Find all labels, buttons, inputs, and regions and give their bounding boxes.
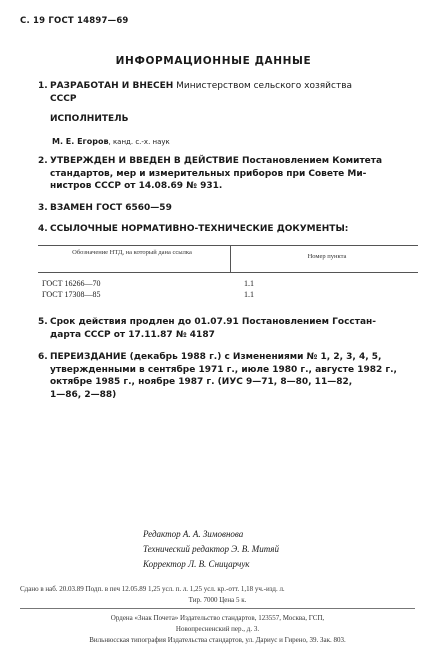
item-text: (декабрь 1988 г.) с Изменениями № 1, 2, 3, 4, 5,: [126, 352, 382, 362]
info-item-2: [38, 155, 418, 193]
imprint-line-4: Новопресненский пер., д. 3.: [175, 625, 260, 633]
item-number: 1.: [38, 81, 48, 91]
item-text-line3: октябре 1985 г., ноябре 1987 г. (ИУС 9—71, 8—80, 11—82,: [50, 377, 353, 387]
item-text-line2: утвержденными в сентябре 1971 г., июле 1980 г., августе 1982 г.,: [50, 364, 397, 375]
item-heading: ПЕРЕИЗДАНИЕ: [50, 352, 127, 362]
table-row: [38, 290, 418, 301]
executor-degree: , канд. с.-х. наук: [108, 138, 170, 146]
column-header-document: Обозначение НТД, на который дана ссылка: [72, 249, 192, 256]
table-cell-point: 1.1: [244, 290, 254, 299]
item-text-line4: 1—86, 2—88): [50, 389, 117, 400]
info-item-5: [38, 316, 418, 341]
table-cell-document: ГОСТ 17308—85: [42, 290, 101, 299]
item-heading: ВЗАМЕН ГОСТ 6560—59: [50, 203, 172, 213]
info-item-1: [38, 80, 418, 105]
table-row: [38, 279, 418, 290]
table-cell-document: ГОСТ 16266—70: [42, 279, 101, 288]
imprint-line-2: Тир. 7000 Цена 5 к.: [188, 596, 247, 604]
page-header: С. 19 ГОСТ 14897—69: [20, 16, 129, 26]
item-heading: РАЗРАБОТАН И ВНЕСЕН: [50, 81, 174, 91]
info-item-4: [38, 223, 418, 236]
reference-table: [38, 245, 418, 301]
item-text: Постановлением Комитета: [238, 156, 383, 166]
item-text-line2: СССР: [50, 93, 77, 104]
imprint-line-1: Сдано в наб. 20.03.89 Подп. в печ 12.05.89 1,25 усл. п. л. 1,25 усл. кр.-отт. 1,18 уч.-изд. л.: [20, 585, 285, 593]
item-heading: Срок действия продлен до 01.07.91 Постановлением Госстан-: [50, 317, 376, 327]
item-number: 5.: [38, 317, 48, 327]
item-heading: УТВЕРЖДЕН И ВВЕДЕН В ДЕЙСТВИЕ: [50, 156, 239, 166]
imprint-line-3: Ордена «Знак Почета» Издательство стандартов, 123557, Москва, ГСП,: [110, 614, 325, 622]
item-number: 6.: [38, 352, 48, 362]
executor-name: М. Е. Егоров: [52, 137, 109, 146]
corrector-credit: Корректор Л. В. Сницарчук: [143, 559, 250, 569]
item-number: 2.: [38, 156, 48, 166]
executor-block: [38, 113, 418, 126]
item-text-line3: нистров СССР от 14.08.69 № 931.: [50, 181, 223, 191]
imprint-line-5: Вильнюсская типография Издательства стандартов, ул. Дариус и Гирено, 39. Зак. 803.: [89, 636, 346, 644]
executor-line: [38, 136, 418, 149]
column-divider: [230, 246, 231, 272]
tech-editor-credit: Технический редактор Э. В. Митяй: [143, 544, 279, 554]
info-item-6: [38, 351, 418, 401]
item-text-line2: стандартов, мер и измерительных приборов при Совете Ми-: [50, 168, 367, 179]
section-title: ИНФОРМАЦИОННЫЕ ДАННЫЕ: [115, 55, 312, 67]
info-item-3: [38, 202, 418, 215]
imprint-divider: [20, 608, 415, 609]
column-header-point: Номер пункта: [307, 253, 347, 260]
item-number: 4.: [38, 224, 48, 234]
executor-label: ИСПОЛНИТЕЛЬ: [50, 114, 129, 124]
editor-credit: Редактор А. А. Зимовнова: [143, 529, 244, 539]
item-text-line2: дарта СССР от 17.11.87 № 4187: [50, 329, 215, 340]
item-number: 3.: [38, 203, 48, 213]
item-heading: ССЫЛОЧНЫЕ НОРМАТИВНО-ТЕХНИЧЕСКИЕ ДОКУМЕНТЫ:: [50, 224, 349, 234]
table-header-row: [38, 245, 418, 273]
table-cell-point: 1.1: [244, 279, 254, 288]
item-text: Министерством сельского хозяйства: [173, 81, 353, 91]
